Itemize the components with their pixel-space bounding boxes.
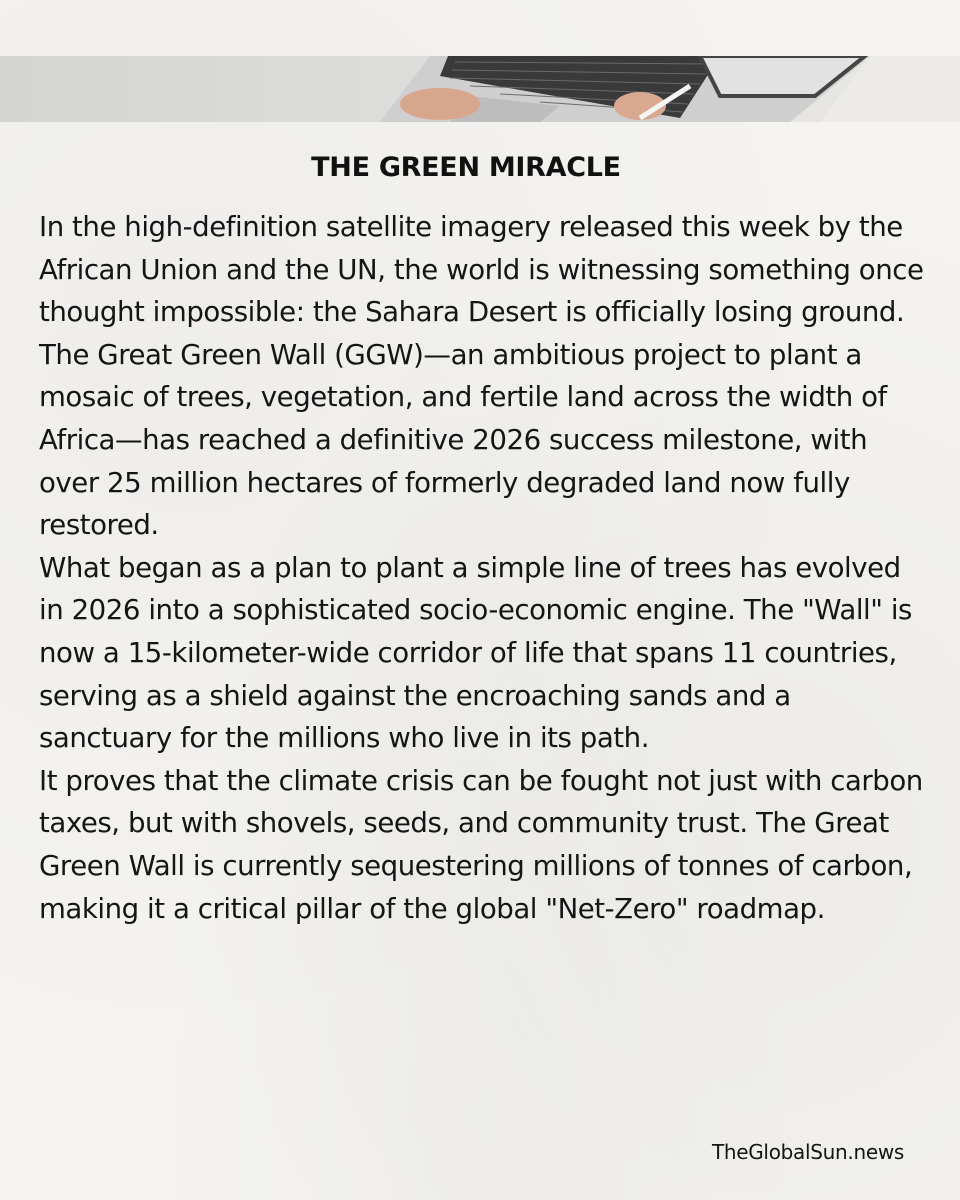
laptop-desk-image	[0, 56, 960, 122]
article-title: THE GREEN MIRACLE	[311, 152, 621, 183]
paragraph-1: In the high-definition satellite imagery released this week by the African Union and the UN, the world is witnessing something once thought impossible: the Sahara Desert is officially losing ground.	[39, 210, 924, 329]
header-photo	[0, 56, 960, 122]
paragraph-3: What began as a plan to plant a simple line of trees has evolved in 2026 into a sophisticated socio-economic engine. The "Wall" is now a 15-kilometer-wide corridor of life that spans 11 countries, serving as a shield against the encroaching sands and a sanctuary for the millions who live in its path.	[39, 550, 912, 755]
paragraph-4: It proves that the climate crisis can be fought not just with carbon taxes, but with shovels, seeds, and community trust. The Great Green Wall is currently sequestering millions of tonnes of carbon, making it a critical pillar of the global "Net-Zero" roadmap.	[39, 763, 923, 925]
article-body	[39, 206, 924, 930]
source-credit: TheGlobalSun.news	[711, 1140, 904, 1164]
paragraph-2: The Great Green Wall (GGW)—an ambitious project to plant a mosaic of trees, vegetation, and fertile land across the width of Africa—has reached a definitive 2026 success milestone, with over 25 million hectares of formerly degraded land now fully restored.	[39, 337, 887, 542]
